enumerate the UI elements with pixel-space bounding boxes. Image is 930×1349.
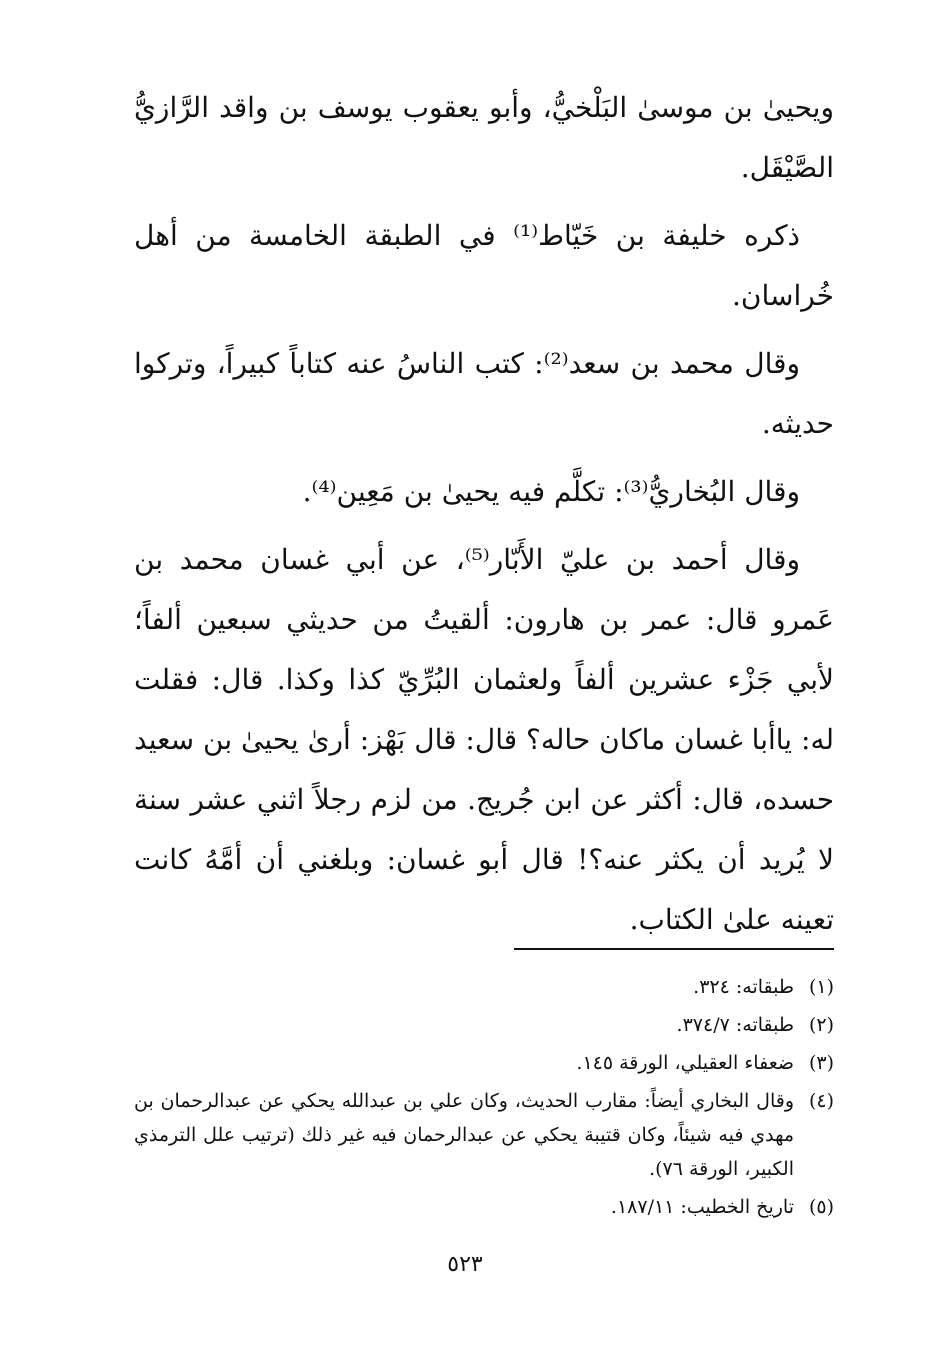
footnote-number: (٤): [808, 1090, 834, 1112]
footnote-text: تاريخ الخطيب: ١٨٧/١١.: [610, 1196, 794, 1218]
page-number: ٥٢٣: [447, 1252, 483, 1277]
footnote-4: [134, 1084, 834, 1186]
footnote-number: (٢): [808, 1014, 834, 1036]
footnote-number: (٥): [808, 1196, 834, 1218]
footnote-text: ضعفاء العقيلي، الورقة ١٤٥.: [576, 1052, 794, 1074]
paragraph-4: وقال البُخاريُّ⁽³⁾: تكلَّم فيه يحيىٰ بن مَعِين⁽⁴⁾.: [302, 475, 800, 508]
footnote-text: طبقاته: ٣٧٤/٧.: [676, 1014, 794, 1036]
footnote-text: وقال البخاري أيضاً: مقارب الحديث، وكان علي بن عبدالله يحكي عن عبدالرحمان بن مهدي فيه شيئاً، وكان قتيبة يحكي عن عبدالرحمان فيه غير ذلك (ترتيب علل الترمذي الكبير، الورقة ٧٦).: [134, 1090, 794, 1180]
main-text: [134, 78, 834, 950]
footnote-3: [134, 1046, 834, 1080]
footnote-5: [134, 1190, 834, 1224]
paragraph-2: ذكره خليفة بن خَيّاط⁽¹⁾ في الطبقة الخامسة من أهل خُراسان.: [134, 219, 834, 312]
footnote-text: طبقاته: ٣٢٤.: [693, 976, 794, 998]
footnote-number: (١): [808, 976, 834, 998]
footnote-1: [134, 970, 834, 1004]
footnote-separator: [514, 948, 834, 950]
paragraph-3: وقال محمد بن سعد⁽²⁾: كتب الناسُ عنه كتاباً كبيراً، وتركوا حديثه.: [134, 347, 834, 440]
footnote-2: [134, 1008, 834, 1042]
footnote-number: (٣): [808, 1052, 834, 1074]
footnotes: [134, 970, 834, 1228]
paragraph-5: وقال أحمد بن عليّ الأَبّار⁽⁵⁾، عن أبي غسان محمد بن عَمرو قال: عمر بن هارون: ألقيتُ من حديثي سبعين ألفاً؛ لأبي جَزْء عشرين ألفاً ولعثمان البُرِّيّ كذا وكذا. قال: فقلت له: ياأبا غسان ماكان حاله؟ قال: قال بَهْز: أرىٰ يحيىٰ بن سعيد حسده، قال: أكثر عن ابن جُريج. من لزم رجلاً اثني عشر سنة لا يُريد أن يكثر عنه؟! قال أبو غسان: وبلغني أن أمَّهُ كانت تعينه علىٰ الكتاب.: [134, 543, 834, 936]
paragraph-1: ويحيىٰ بن موسىٰ البَلْخيُّ، وأبو يعقوب يوسف بن واقد الرَّازيُّ الصَّيْقَل.: [134, 91, 834, 184]
